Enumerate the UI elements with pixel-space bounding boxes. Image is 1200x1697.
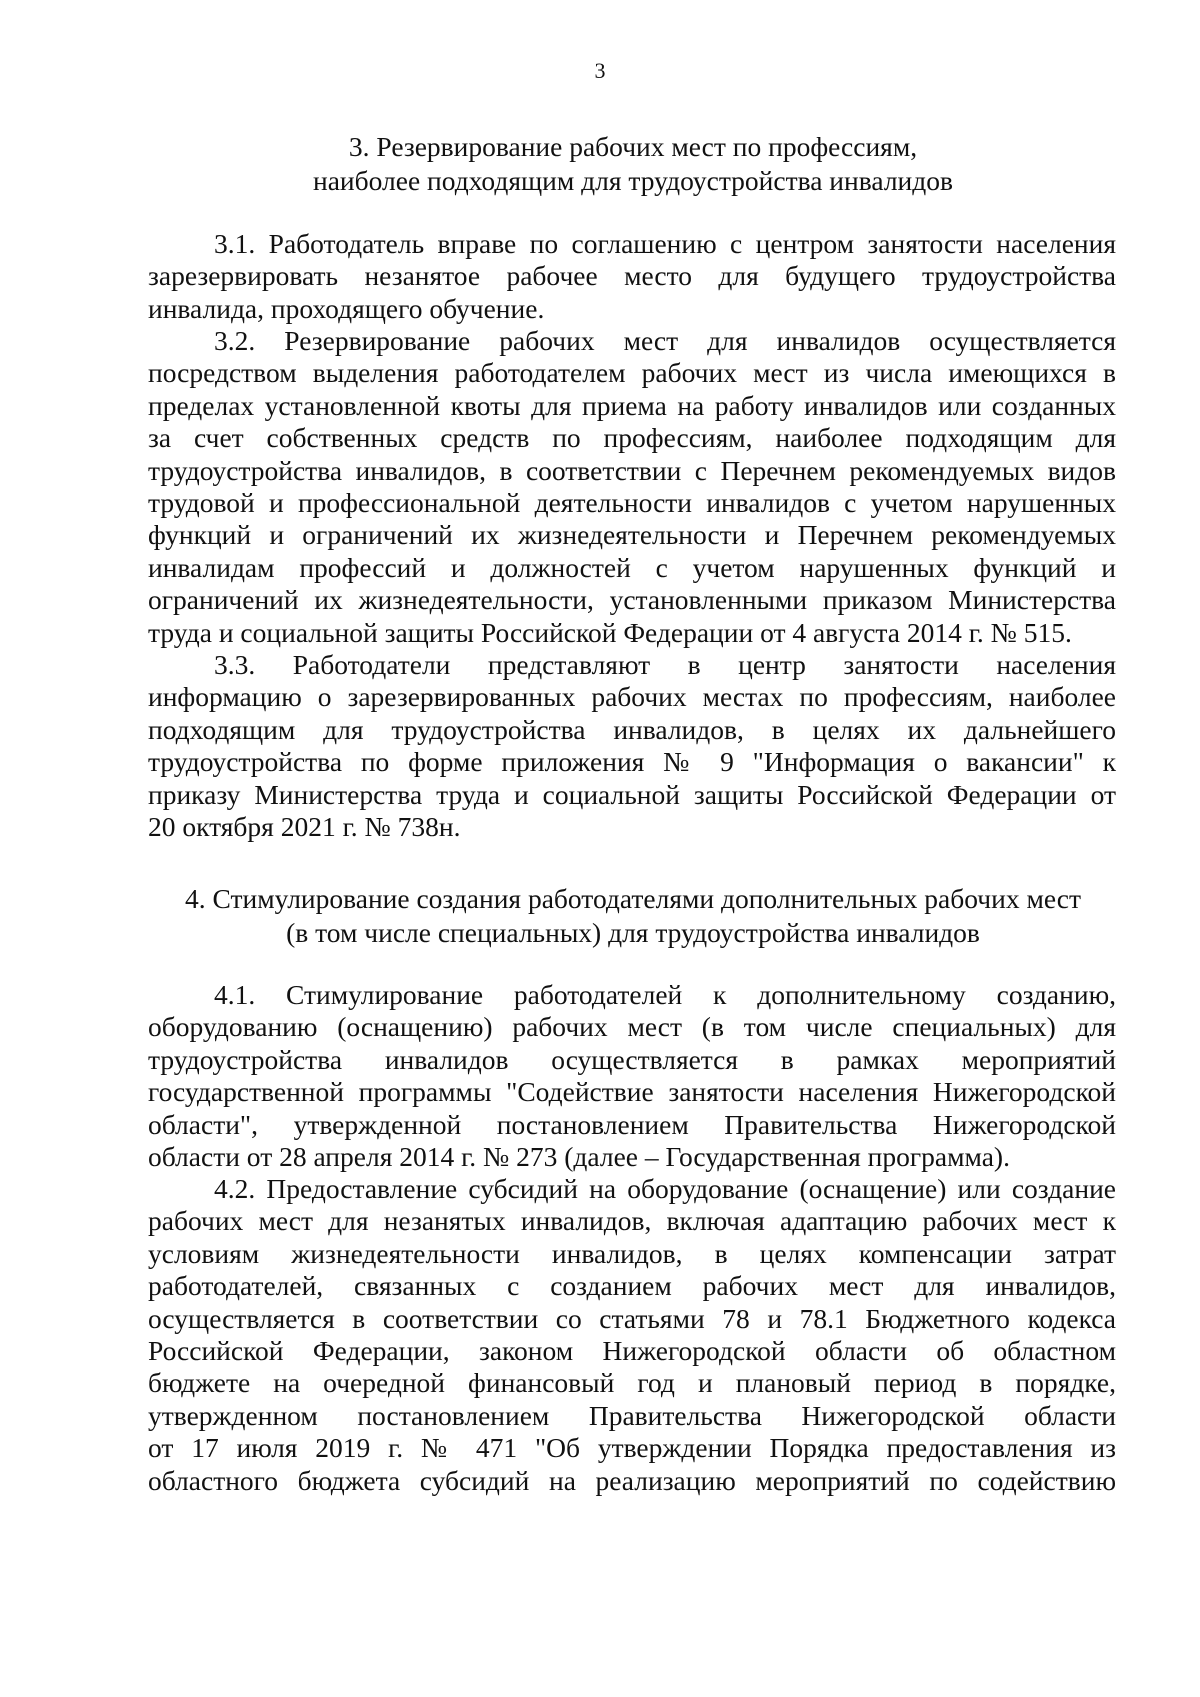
- paragraph-line: инвалида, проходящего обучение.: [148, 292, 545, 324]
- paragraph-line: рабочих мест для незанятых инвалидов, включая адаптацию рабочих мест к: [148, 1205, 1116, 1237]
- paragraph-line: инвалидам профессий и должностей с учетом нарушенных функций и: [148, 551, 1116, 583]
- paragraph-line: 4.1. Стимулирование работодателей к дополнительному созданию,: [214, 979, 1116, 1010]
- paragraph-line: от 17 июля 2019 г. № 471 "Об утверждении Порядка предоставления из: [148, 1432, 1116, 1464]
- paragraph-4-2: [148, 1173, 1116, 1497]
- paragraph-line: областного бюджета субсидий на реализацию мероприятий по содействию: [148, 1464, 1116, 1496]
- paragraph-line: утвержденном постановлением Правительства Нижегородской области: [148, 1399, 1116, 1431]
- paragraph-line: бюджете на очередной финансовый год и плановый период в порядке,: [148, 1367, 1116, 1399]
- paragraph-line: функций и ограничений их жизнедеятельности и Перечнем рекомендуемых: [148, 519, 1116, 551]
- paragraph-line: области от 28 апреля 2014 г. № 273 (далее – Государственная программа).: [148, 1141, 1010, 1173]
- paragraph-line: труда и социальной защиты Российской Федерации от 4 августа 2014 г. № 515.: [148, 616, 1072, 648]
- paragraph-line: условиям жизнедеятельности инвалидов, в целях компенсации затрат: [148, 1237, 1116, 1269]
- paragraph-line: Российской Федерации, законом Нижегородской области об областном: [148, 1335, 1116, 1367]
- section-3-heading: [150, 130, 1116, 198]
- paragraph-line: ограничений их жизнедеятельности, установленными приказом Министерства: [148, 584, 1116, 616]
- paragraph-line: за счет собственных средств по профессиям, наиболее подходящим для: [148, 422, 1116, 454]
- paragraph-line: государственной программы "Содействие занятости населения Нижегородской: [148, 1076, 1116, 1108]
- paragraph-line: оборудованию (оснащению) рабочих мест (в том числе специальных) для: [148, 1011, 1116, 1043]
- page-number: 3: [594, 58, 606, 83]
- paragraph-line: осуществляется в соответствии со статьями 78 и 78.1 Бюджетного кодекса: [148, 1302, 1116, 1334]
- paragraph-line: трудоустройства инвалидов, в соответствии с Перечнем рекомендуемых видов: [148, 454, 1116, 486]
- paragraph-line: работодателей, связанных с созданием рабочих мест для инвалидов,: [148, 1270, 1116, 1302]
- paragraph-3-2: [148, 325, 1116, 649]
- paragraph-line: подходящим для трудоустройства инвалидов, в целях их дальнейшего: [148, 713, 1116, 745]
- paragraph-3-1: [148, 228, 1116, 325]
- paragraph-line: информацию о зарезервированных рабочих местах по профессиям, наиболее: [148, 681, 1116, 713]
- paragraph-line: пределах установленной квоты для приема на работу инвалидов или созданных: [148, 389, 1116, 421]
- paragraph-3-3: [148, 649, 1116, 843]
- paragraph-line: 20 октября 2021 г. № 738н.: [148, 811, 461, 843]
- paragraph-line: приказу Министерства труда и социальной защиты Российской Федерации от: [148, 778, 1116, 810]
- section-4-heading-line-1: 4. Стимулирование создания работодателями дополнительных рабочих мест: [185, 883, 1081, 914]
- paragraph-4-1: [148, 979, 1116, 1173]
- paragraph-line: зарезервировать незанятое рабочее место для будущего трудоустройства: [148, 260, 1116, 292]
- paragraph-line: трудоустройства инвалидов осуществляется в рамках мероприятий: [148, 1043, 1116, 1075]
- section-3-heading-line-1: 3. Резервирование рабочих мест по профессиям,: [348, 131, 918, 162]
- section-4-heading-line-2: (в том числе специальных) для трудоустройства инвалидов: [286, 917, 980, 948]
- paragraph-line: 4.2. Предоставление субсидий на оборудование (оснащение) или создание: [214, 1173, 1116, 1204]
- paragraph-line: трудоустройства по форме приложения № 9 "Информация о вакансии" к: [148, 746, 1116, 778]
- section-3-heading-line-2: наиболее подходящим для трудоустройства инвалидов: [313, 165, 953, 196]
- paragraph-line: трудовой и профессиональной деятельности инвалидов с учетом нарушенных: [148, 487, 1116, 519]
- paragraph-line: посредством выделения работодателем рабочих мест из числа имеющихся в: [148, 357, 1116, 389]
- paragraph-line: области", утвержденной постановлением Правительства Нижегородской: [148, 1108, 1116, 1140]
- section-4-heading: [150, 882, 1116, 950]
- paragraph-line: 3.3. Работодатели представляют в центр занятости населения: [214, 649, 1116, 680]
- paragraph-line: 3.2. Резервирование рабочих мест для инвалидов осуществляется: [214, 325, 1116, 356]
- paragraph-line: 3.1. Работодатель вправе по соглашению с центром занятости населения: [214, 228, 1116, 259]
